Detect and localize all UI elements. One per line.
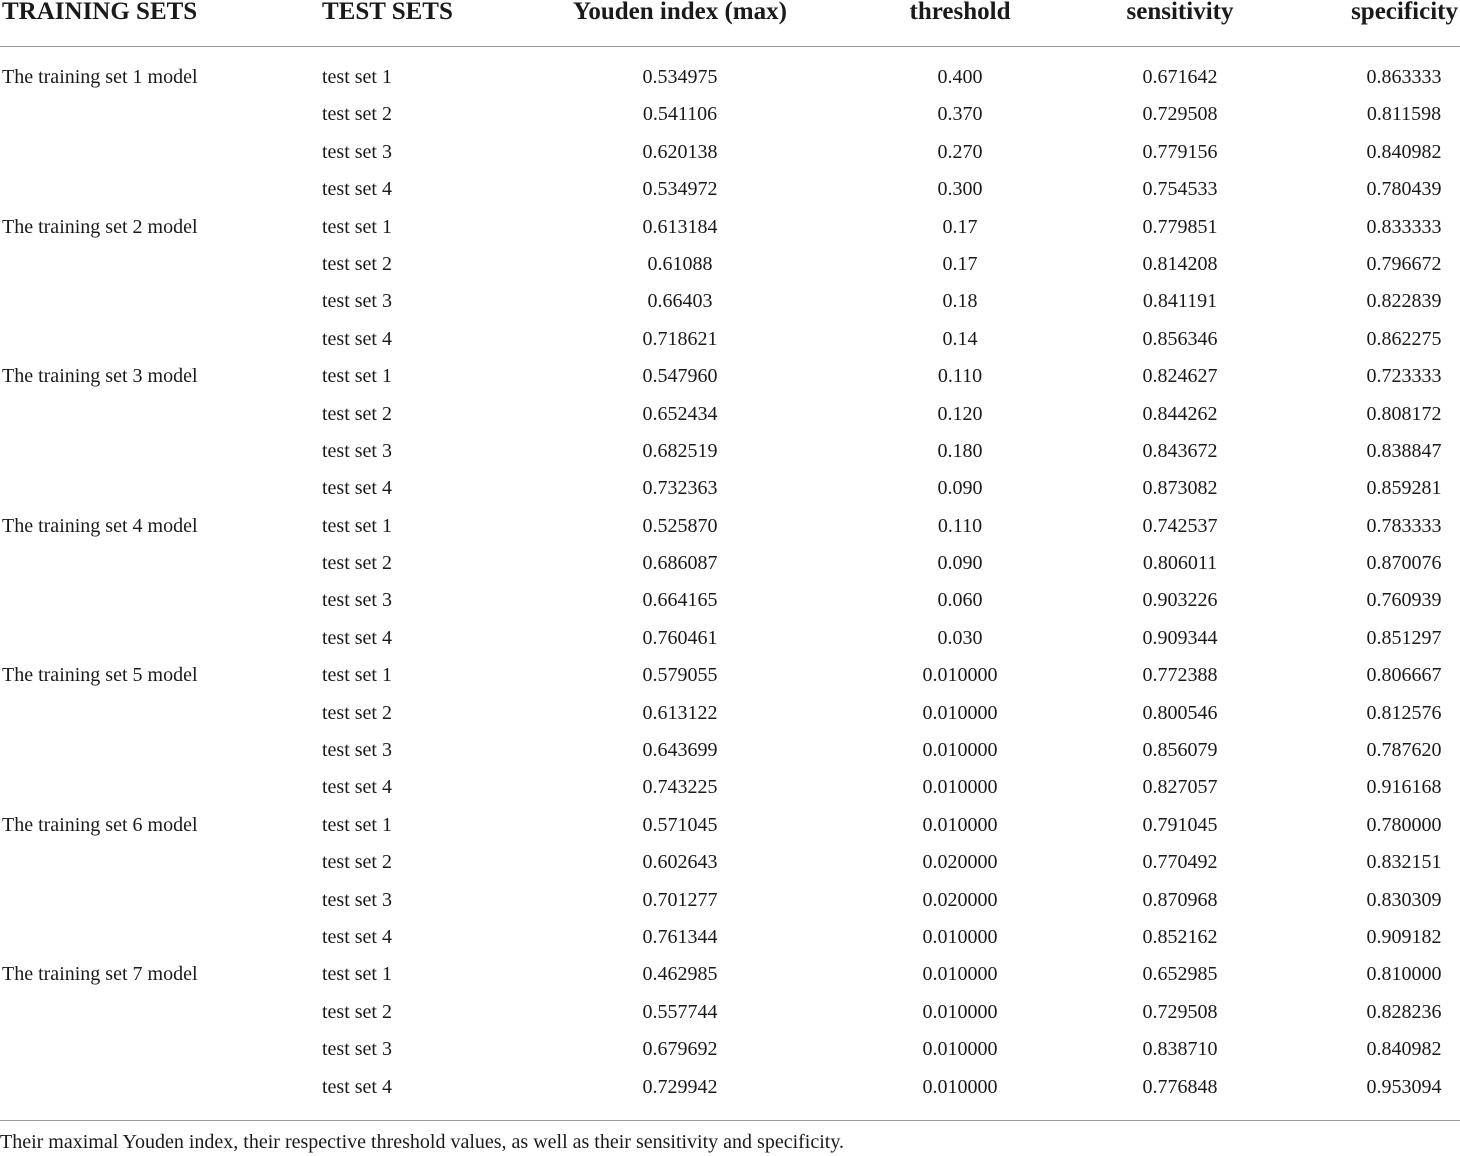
threshold-cell: 0.020000 xyxy=(922,851,998,874)
youden-index-cell: 0.571045 xyxy=(642,813,718,836)
sensitivity-cell: 0.909344 xyxy=(1142,626,1218,649)
youden-index-cell: 0.643699 xyxy=(642,739,718,762)
sensitivity-cell: 0.843672 xyxy=(1142,439,1218,462)
threshold-cell: 0.010000 xyxy=(922,1000,998,1023)
training-set-cell: The training set 4 model xyxy=(2,514,198,537)
specificity-cell: 0.812576 xyxy=(1366,701,1442,724)
youden-index-cell: 0.718621 xyxy=(642,327,718,350)
youden-index-cell: 0.686087 xyxy=(642,552,718,575)
threshold-cell: 0.17 xyxy=(942,252,978,275)
table-row xyxy=(0,620,1460,657)
sensitivity-cell: 0.652985 xyxy=(1142,963,1218,986)
threshold-cell: 0.010000 xyxy=(922,664,998,687)
table-row xyxy=(0,396,1460,433)
sensitivity-cell: 0.827057 xyxy=(1142,776,1218,799)
threshold-cell: 0.090 xyxy=(937,477,983,500)
table-row xyxy=(0,882,1460,919)
training-set-cell: The training set 3 model xyxy=(2,365,198,388)
youden-index-cell: 0.525870 xyxy=(642,514,718,537)
table-row xyxy=(0,956,1460,993)
table-row xyxy=(0,209,1460,246)
table-row xyxy=(0,96,1460,133)
specificity-cell: 0.806667 xyxy=(1366,664,1442,687)
test-set-cell: test set 4 xyxy=(322,477,392,500)
test-set-cell: test set 4 xyxy=(322,776,392,799)
table-row xyxy=(0,134,1460,171)
threshold-cell: 0.110 xyxy=(937,365,983,388)
youden-index-cell: 0.462985 xyxy=(642,963,718,986)
test-set-cell: test set 3 xyxy=(322,888,392,911)
threshold-cell: 0.010000 xyxy=(922,776,998,799)
table-row xyxy=(0,695,1460,732)
table-row xyxy=(0,59,1460,96)
youden-index-cell: 0.760461 xyxy=(642,626,718,649)
specificity-cell: 0.808172 xyxy=(1366,402,1442,425)
table-row xyxy=(0,508,1460,545)
test-set-cell: test set 2 xyxy=(322,701,392,724)
test-set-cell: test set 2 xyxy=(322,552,392,575)
test-set-cell: test set 1 xyxy=(322,963,392,986)
sensitivity-cell: 0.873082 xyxy=(1142,477,1218,500)
specificity-cell: 0.810000 xyxy=(1366,963,1442,986)
test-set-cell: test set 2 xyxy=(322,851,392,874)
specificity-cell: 0.787620 xyxy=(1366,739,1442,762)
specificity-cell: 0.783333 xyxy=(1366,514,1442,537)
table-row xyxy=(0,657,1460,694)
sensitivity-cell: 0.841191 xyxy=(1142,290,1218,313)
header-youden-index: Youden index (max) xyxy=(573,0,787,25)
specificity-cell: 0.811598 xyxy=(1366,103,1442,126)
youden-index-cell: 0.602643 xyxy=(642,851,718,874)
threshold-cell: 0.020000 xyxy=(922,888,998,911)
youden-index-cell: 0.652434 xyxy=(642,402,718,425)
specificity-cell: 0.851297 xyxy=(1366,626,1442,649)
youden-index-cell: 0.679692 xyxy=(642,1038,718,1061)
training-set-cell: The training set 1 model xyxy=(2,66,198,88)
sensitivity-cell: 0.838710 xyxy=(1142,1038,1218,1061)
training-set-cell: The training set 6 model xyxy=(2,813,198,836)
test-set-cell: test set 2 xyxy=(322,103,392,126)
test-set-cell: test set 4 xyxy=(322,925,392,948)
table-row xyxy=(0,769,1460,806)
table-row xyxy=(0,732,1460,769)
youden-index-cell: 0.729942 xyxy=(642,1075,718,1098)
youden-index-cell: 0.613122 xyxy=(642,701,718,724)
table-row xyxy=(0,1031,1460,1068)
header-threshold: threshold xyxy=(909,0,1011,25)
threshold-cell: 0.030 xyxy=(937,626,983,649)
specificity-cell: 0.828236 xyxy=(1366,1000,1442,1023)
header-sensitivity: sensitivity xyxy=(1126,0,1234,25)
table-row xyxy=(0,582,1460,619)
sensitivity-cell: 0.800546 xyxy=(1142,701,1218,724)
table-row xyxy=(0,321,1460,358)
sensitivity-cell: 0.772388 xyxy=(1142,664,1218,687)
specificity-cell: 0.870076 xyxy=(1366,552,1442,575)
sensitivity-cell: 0.770492 xyxy=(1142,851,1218,874)
training-set-cell: The training set 5 model xyxy=(2,664,198,687)
youden-index-cell: 0.534972 xyxy=(642,178,718,201)
youden-index-cell: 0.557744 xyxy=(642,1000,718,1023)
threshold-cell: 0.090 xyxy=(937,552,983,575)
test-set-cell: test set 3 xyxy=(322,589,392,612)
specificity-cell: 0.780000 xyxy=(1366,813,1442,836)
sensitivity-cell: 0.671642 xyxy=(1142,66,1218,88)
threshold-cell: 0.010000 xyxy=(922,739,998,762)
sensitivity-cell: 0.779851 xyxy=(1142,215,1218,238)
specificity-cell: 0.832151 xyxy=(1366,851,1442,874)
sensitivity-cell: 0.779156 xyxy=(1142,140,1218,163)
table-row xyxy=(0,171,1460,208)
specificity-cell: 0.840982 xyxy=(1366,140,1442,163)
training-set-cell: The training set 2 model xyxy=(2,215,198,238)
header-test-sets: TEST SETS xyxy=(322,0,453,25)
test-set-cell: test set 4 xyxy=(322,327,392,350)
specificity-cell: 0.780439 xyxy=(1366,178,1442,201)
youden-index-cell: 0.620138 xyxy=(642,140,718,163)
youden-index-cell: 0.613184 xyxy=(642,215,718,238)
youden-index-cell: 0.664165 xyxy=(642,589,718,612)
sensitivity-cell: 0.852162 xyxy=(1142,925,1218,948)
table-row xyxy=(0,919,1460,956)
youden-index-cell: 0.743225 xyxy=(642,776,718,799)
table-row xyxy=(0,1069,1460,1106)
threshold-cell: 0.18 xyxy=(942,290,978,313)
table-row xyxy=(0,283,1460,320)
specificity-cell: 0.916168 xyxy=(1366,776,1442,799)
youden-index-cell: 0.534975 xyxy=(642,66,718,88)
youden-index-cell: 0.732363 xyxy=(642,477,718,500)
specificity-cell: 0.859281 xyxy=(1366,477,1442,500)
sensitivity-cell: 0.844262 xyxy=(1142,402,1218,425)
threshold-cell: 0.010000 xyxy=(922,1038,998,1061)
test-set-cell: test set 3 xyxy=(322,290,392,313)
sensitivity-cell: 0.742537 xyxy=(1142,514,1218,537)
sensitivity-cell: 0.729508 xyxy=(1142,103,1218,126)
specificity-cell: 0.760939 xyxy=(1366,589,1442,612)
specificity-cell: 0.953094 xyxy=(1366,1075,1442,1098)
training-set-cell: The training set 7 model xyxy=(2,963,198,986)
threshold-cell: 0.010000 xyxy=(922,963,998,986)
threshold-cell: 0.010000 xyxy=(922,701,998,724)
sensitivity-cell: 0.729508 xyxy=(1142,1000,1218,1023)
threshold-cell: 0.17 xyxy=(942,215,978,238)
table-row xyxy=(0,246,1460,283)
sensitivity-cell: 0.824627 xyxy=(1142,365,1218,388)
test-set-cell: test set 3 xyxy=(322,739,392,762)
threshold-cell: 0.110 xyxy=(937,514,983,537)
test-set-cell: test set 4 xyxy=(322,626,392,649)
table-row xyxy=(0,545,1460,582)
test-set-cell: test set 2 xyxy=(322,252,392,275)
specificity-cell: 0.862275 xyxy=(1366,327,1442,350)
table-row xyxy=(0,844,1460,881)
threshold-cell: 0.300 xyxy=(937,178,983,201)
threshold-cell: 0.400 xyxy=(937,66,983,88)
test-set-cell: test set 3 xyxy=(322,1038,392,1061)
threshold-cell: 0.180 xyxy=(937,439,983,462)
header-training-sets: TRAINING SETS xyxy=(2,0,198,25)
threshold-cell: 0.370 xyxy=(937,103,983,126)
specificity-cell: 0.822839 xyxy=(1366,290,1442,313)
threshold-cell: 0.010000 xyxy=(922,813,998,836)
sensitivity-cell: 0.791045 xyxy=(1142,813,1218,836)
youden-index-cell: 0.61088 xyxy=(647,252,713,275)
table-header xyxy=(0,0,1460,47)
youden-index-cell: 0.579055 xyxy=(642,664,718,687)
threshold-cell: 0.010000 xyxy=(922,1075,998,1098)
sensitivity-cell: 0.776848 xyxy=(1142,1075,1218,1098)
threshold-cell: 0.060 xyxy=(937,589,983,612)
header-specificity: specificity xyxy=(1351,0,1458,25)
sensitivity-cell: 0.903226 xyxy=(1142,589,1218,612)
table-bottom-rule xyxy=(0,1120,1460,1121)
test-set-cell: test set 1 xyxy=(322,215,392,238)
youden-index-cell: 0.701277 xyxy=(642,888,718,911)
youden-index-cell: 0.682519 xyxy=(642,439,718,462)
table-row xyxy=(0,470,1460,507)
specificity-cell: 0.833333 xyxy=(1366,215,1442,238)
test-set-cell: test set 1 xyxy=(322,514,392,537)
sensitivity-cell: 0.806011 xyxy=(1142,552,1218,575)
table-footnote: Their maximal Youden index, their respective threshold values, as well as their sensitivity and specificity. xyxy=(0,1131,845,1153)
threshold-cell: 0.120 xyxy=(937,402,983,425)
specificity-cell: 0.909182 xyxy=(1366,925,1442,948)
youden-index-cell: 0.66403 xyxy=(647,290,713,313)
youden-index-cell: 0.541106 xyxy=(642,103,718,126)
test-set-cell: test set 2 xyxy=(322,1000,392,1023)
specificity-cell: 0.723333 xyxy=(1366,365,1442,388)
sensitivity-cell: 0.856346 xyxy=(1142,327,1218,350)
test-set-cell: test set 3 xyxy=(322,439,392,462)
threshold-cell: 0.270 xyxy=(937,140,983,163)
threshold-cell: 0.010000 xyxy=(922,925,998,948)
specificity-cell: 0.796672 xyxy=(1366,252,1442,275)
table-row xyxy=(0,358,1460,395)
youden-index-cell: 0.761344 xyxy=(642,925,718,948)
table-row xyxy=(0,807,1460,844)
sensitivity-cell: 0.856079 xyxy=(1142,739,1218,762)
test-set-cell: test set 1 xyxy=(322,66,392,88)
threshold-cell: 0.14 xyxy=(942,327,978,350)
specificity-cell: 0.830309 xyxy=(1366,888,1442,911)
youden-index-cell: 0.547960 xyxy=(642,365,718,388)
table-body xyxy=(0,59,1460,1106)
specificity-cell: 0.838847 xyxy=(1366,439,1442,462)
test-set-cell: test set 4 xyxy=(322,1075,392,1098)
sensitivity-cell: 0.754533 xyxy=(1142,178,1218,201)
specificity-cell: 0.863333 xyxy=(1366,66,1442,88)
table-row xyxy=(0,994,1460,1031)
test-set-cell: test set 1 xyxy=(322,664,392,687)
test-set-cell: test set 2 xyxy=(322,402,392,425)
test-set-cell: test set 1 xyxy=(322,365,392,388)
sensitivity-cell: 0.814208 xyxy=(1142,252,1218,275)
test-set-cell: test set 1 xyxy=(322,813,392,836)
test-set-cell: test set 4 xyxy=(322,178,392,201)
specificity-cell: 0.840982 xyxy=(1366,1038,1442,1061)
table-row xyxy=(0,433,1460,470)
test-set-cell: test set 3 xyxy=(322,140,392,163)
sensitivity-cell: 0.870968 xyxy=(1142,888,1218,911)
